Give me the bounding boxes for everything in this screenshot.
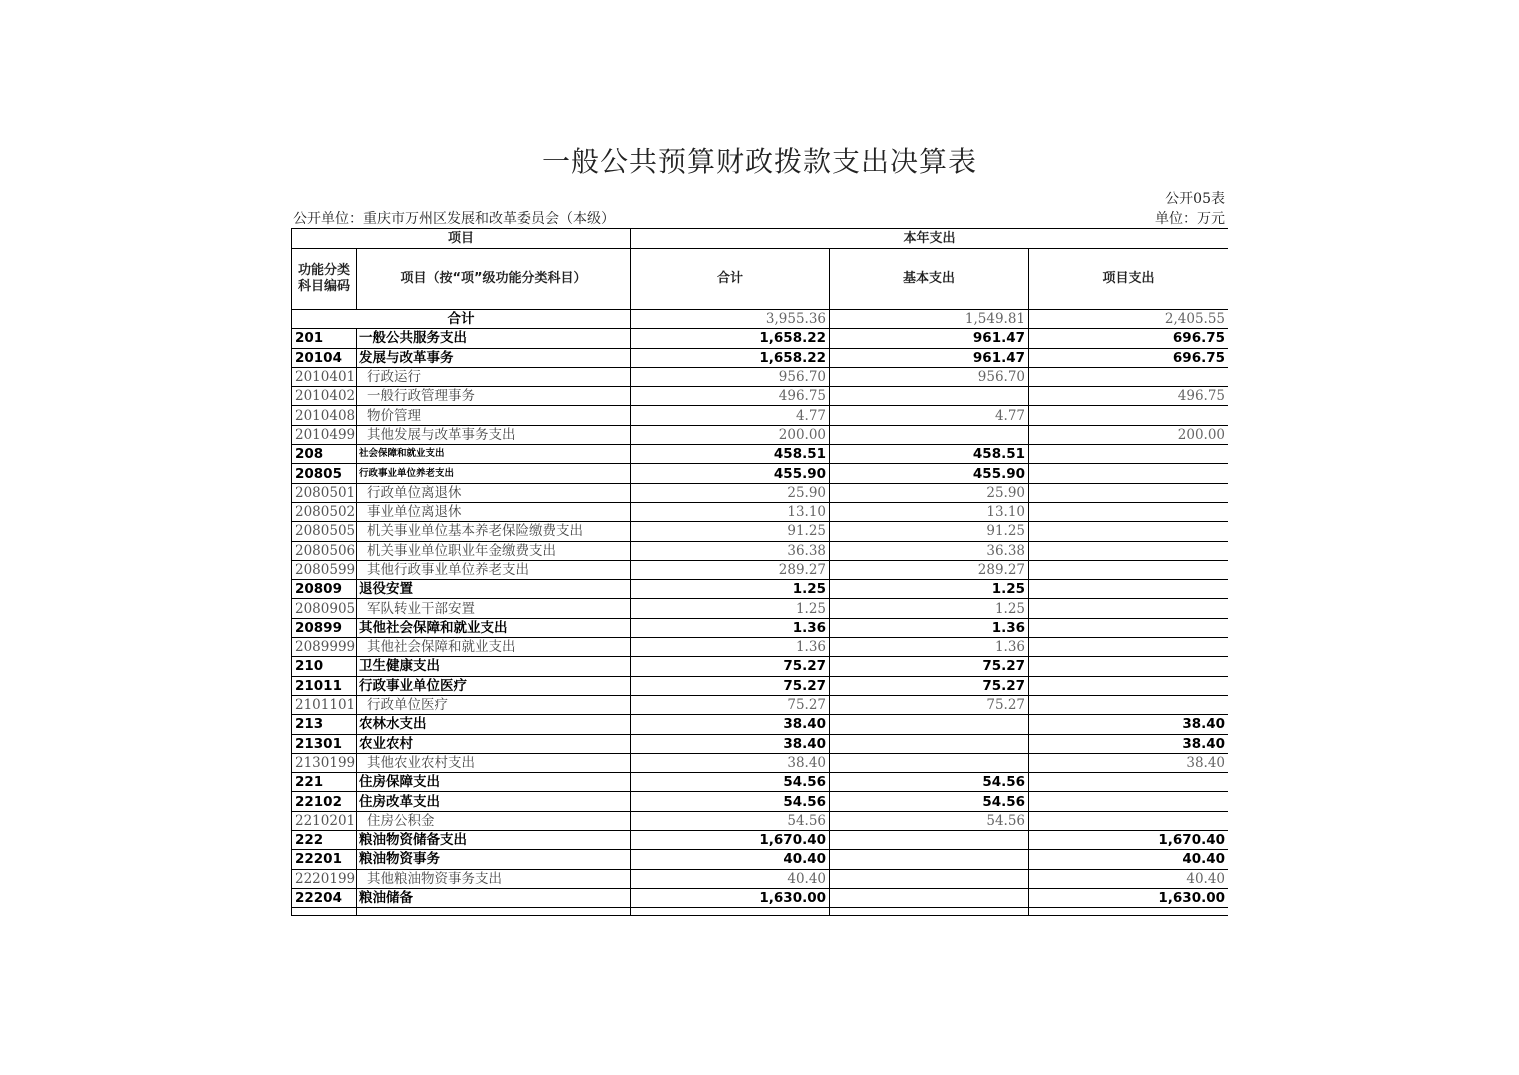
row-basic: 1.25 [830,599,1029,618]
table-row [292,387,1229,406]
table-row [292,502,1229,521]
row-basic: 36.38 [830,541,1029,560]
row-name: 住房改革支出 [357,792,631,811]
form-number: 公开05表 [1165,191,1225,207]
row-project: 38.40 [1029,734,1228,753]
header-row-1 [292,229,1229,249]
row-project [1029,541,1228,560]
row-name: 军队转业干部安置 [357,599,631,618]
row-basic [830,753,1029,772]
row-project [1029,560,1228,579]
row-total: 1.25 [631,599,830,618]
row-name: 行政事业单位医疗 [357,676,631,695]
row-total: 496.75 [631,387,830,406]
row-total: 1,658.22 [631,348,830,367]
table-row [292,792,1229,811]
row-basic: 455.90 [830,464,1029,483]
row-basic: 54.56 [830,792,1029,811]
header-code: 功能分类科目编码 [292,249,357,310]
row-project: 696.75 [1029,348,1228,367]
row-name: 事业单位离退休 [357,502,631,521]
row-project [1029,618,1228,637]
row-code: 2101101 [292,695,357,714]
row-project [1029,792,1228,811]
row-basic: 75.27 [830,676,1029,695]
row-name: 行政单位医疗 [357,695,631,714]
table-row [292,657,1229,676]
row-total: 25.90 [631,483,830,502]
row-basic: 1.36 [830,638,1029,657]
table-row [292,676,1229,695]
row-code: 2080905 [292,599,357,618]
table-row [292,483,1229,502]
row-total: 38.40 [631,715,830,734]
row-total: 54.56 [631,792,830,811]
header-row-2 [292,249,1229,310]
table-row [292,348,1229,367]
table-row [292,464,1229,483]
row-name: 住房保障支出 [357,773,631,792]
clipped-row [292,908,1229,916]
page-title: 一般公共预算财政拨款支出决算表 [541,145,977,178]
row-code: 2010408 [292,406,357,425]
table-row [292,522,1229,541]
row-code: 2080501 [292,483,357,502]
row-total: 1.25 [631,580,830,599]
row-name: 机关事业单位职业年金缴费支出 [357,541,631,560]
row-code: 2010499 [292,425,357,444]
money-unit: 单位：万元 [1155,211,1225,227]
row-code: 22102 [292,792,357,811]
row-project [1029,695,1228,714]
row-total: 38.40 [631,734,830,753]
row-basic: 54.56 [830,811,1029,830]
row-code: 2010401 [292,367,357,386]
row-name: 发展与改革事务 [357,348,631,367]
expenditure-table-container [291,228,1228,945]
row-code: 22204 [292,888,357,907]
row-code: 2080505 [292,522,357,541]
row-total: 75.27 [631,695,830,714]
row-name: 行政事业单位养老支出 [357,464,631,483]
row-code: 2010402 [292,387,357,406]
row-total: 1.36 [631,638,830,657]
table-row [292,753,1229,772]
table-row [292,638,1229,657]
row-name: 其他社会保障和就业支出 [357,638,631,657]
row-total: 40.40 [631,850,830,869]
row-project: 40.40 [1029,850,1228,869]
row-code: 2220199 [292,869,357,888]
row-name: 粮油储备 [357,888,631,907]
header-project: 项目 [292,229,631,249]
row-total: 4.77 [631,406,830,425]
total-project: 2,405.55 [1029,310,1228,329]
clipped-cell [1029,908,1228,916]
row-code: 201 [292,329,357,348]
row-basic [830,715,1029,734]
table-row [292,888,1229,907]
row-code: 20805 [292,464,357,483]
row-code: 208 [292,445,357,464]
row-name: 其他社会保障和就业支出 [357,618,631,637]
row-basic: 961.47 [830,329,1029,348]
row-basic [830,387,1029,406]
row-code: 22201 [292,850,357,869]
row-basic: 961.47 [830,348,1029,367]
row-basic: 1.25 [830,580,1029,599]
row-basic: 25.90 [830,483,1029,502]
table-row [292,618,1229,637]
table-row [292,869,1229,888]
row-total: 1,630.00 [631,888,830,907]
row-project [1029,522,1228,541]
row-project [1029,657,1228,676]
row-project [1029,638,1228,657]
header-name: 项目（按“项”级功能分类科目） [357,249,631,310]
row-total: 458.51 [631,445,830,464]
row-basic: 1.36 [830,618,1029,637]
row-code: 2080502 [292,502,357,521]
clipped-cell [631,908,830,916]
table-row [292,560,1229,579]
row-name: 其他粮油物资事务支出 [357,869,631,888]
row-basic: 13.10 [830,502,1029,521]
row-project: 696.75 [1029,329,1228,348]
row-project [1029,811,1228,830]
row-total: 289.27 [631,560,830,579]
row-name: 其他发展与改革事务支出 [357,425,631,444]
row-basic: 956.70 [830,367,1029,386]
row-code: 20809 [292,580,357,599]
table-row [292,715,1229,734]
table-row [292,599,1229,618]
header-project-expense: 项目支出 [1029,249,1228,310]
table-row [292,445,1229,464]
row-name: 退役安置 [357,580,631,599]
row-total: 956.70 [631,367,830,386]
row-basic [830,425,1029,444]
row-code: 221 [292,773,357,792]
row-total: 1.36 [631,618,830,637]
row-name: 其他行政事业单位养老支出 [357,560,631,579]
row-project: 496.75 [1029,387,1228,406]
table-row [292,367,1229,386]
table-row [292,541,1229,560]
row-total: 54.56 [631,811,830,830]
table-row [292,580,1229,599]
row-project [1029,445,1228,464]
row-code: 222 [292,831,357,850]
table-row [292,850,1229,869]
row-total: 75.27 [631,657,830,676]
row-project: 1,670.40 [1029,831,1228,850]
row-total: 13.10 [631,502,830,521]
row-code: 213 [292,715,357,734]
row-code: 21011 [292,676,357,695]
row-name: 一般公共服务支出 [357,329,631,348]
row-project: 1,630.00 [1029,888,1228,907]
row-basic: 4.77 [830,406,1029,425]
table-row [292,425,1229,444]
row-basic [830,888,1029,907]
row-total: 91.25 [631,522,830,541]
header-basic: 基本支出 [830,249,1029,310]
row-code: 210 [292,657,357,676]
row-basic [830,869,1029,888]
total-amount: 3,955.36 [631,310,830,329]
row-name: 粮油物资储备支出 [357,831,631,850]
row-name: 农林水支出 [357,715,631,734]
row-basic: 54.56 [830,773,1029,792]
header-current-year: 本年支出 [631,229,1228,249]
table-row [292,329,1229,348]
row-code: 20899 [292,618,357,637]
table-row [292,811,1229,830]
row-code: 2080506 [292,541,357,560]
row-project [1029,464,1228,483]
row-project [1029,406,1228,425]
row-name: 其他农业农村支出 [357,753,631,772]
row-project: 38.40 [1029,715,1228,734]
row-name: 粮油物资事务 [357,850,631,869]
row-name: 机关事业单位基本养老保险缴费支出 [357,522,631,541]
clipped-cell [357,908,631,916]
clipped-cell [830,908,1029,916]
row-name: 行政运行 [357,367,631,386]
row-basic: 75.27 [830,695,1029,714]
table-row [292,734,1229,753]
clipped-cell [292,908,357,916]
row-project: 38.40 [1029,753,1228,772]
row-project [1029,502,1228,521]
row-total: 1,658.22 [631,329,830,348]
table-row [292,831,1229,850]
row-basic: 75.27 [830,657,1029,676]
row-name: 物价管理 [357,406,631,425]
row-name: 行政单位离退休 [357,483,631,502]
table-row [292,773,1229,792]
row-project [1029,580,1228,599]
row-basic [830,734,1029,753]
row-code: 2089999 [292,638,357,657]
row-total: 36.38 [631,541,830,560]
table-row [292,695,1229,714]
row-total: 38.40 [631,753,830,772]
row-code: 2210201 [292,811,357,830]
row-total: 1,670.40 [631,831,830,850]
row-code: 21301 [292,734,357,753]
row-project: 40.40 [1029,869,1228,888]
row-basic: 91.25 [830,522,1029,541]
row-basic: 289.27 [830,560,1029,579]
row-basic [830,850,1029,869]
row-project [1029,367,1228,386]
row-project [1029,483,1228,502]
row-total: 455.90 [631,464,830,483]
row-total: 54.56 [631,773,830,792]
row-name: 住房公积金 [357,811,631,830]
row-basic [830,831,1029,850]
row-project: 200.00 [1029,425,1228,444]
total-basic: 1,549.81 [830,310,1029,329]
row-project [1029,676,1228,695]
header-total: 合计 [631,249,830,310]
row-project [1029,773,1228,792]
row-name: 农业农村 [357,734,631,753]
row-code: 20104 [292,348,357,367]
row-name: 卫生健康支出 [357,657,631,676]
row-total: 75.27 [631,676,830,695]
row-project [1029,599,1228,618]
row-name: 一般行政管理事务 [357,387,631,406]
row-total: 200.00 [631,425,830,444]
total-row [292,310,1229,329]
row-code: 2130199 [292,753,357,772]
reporting-unit: 公开单位：重庆市万州区发展和改革委员会（本级） [293,211,615,227]
row-name: 社会保障和就业支出 [357,445,631,464]
table-row [292,406,1229,425]
total-label: 合计 [292,310,631,329]
row-basic: 458.51 [830,445,1029,464]
row-total: 40.40 [631,869,830,888]
row-code: 2080599 [292,560,357,579]
expenditure-table [291,228,1228,916]
